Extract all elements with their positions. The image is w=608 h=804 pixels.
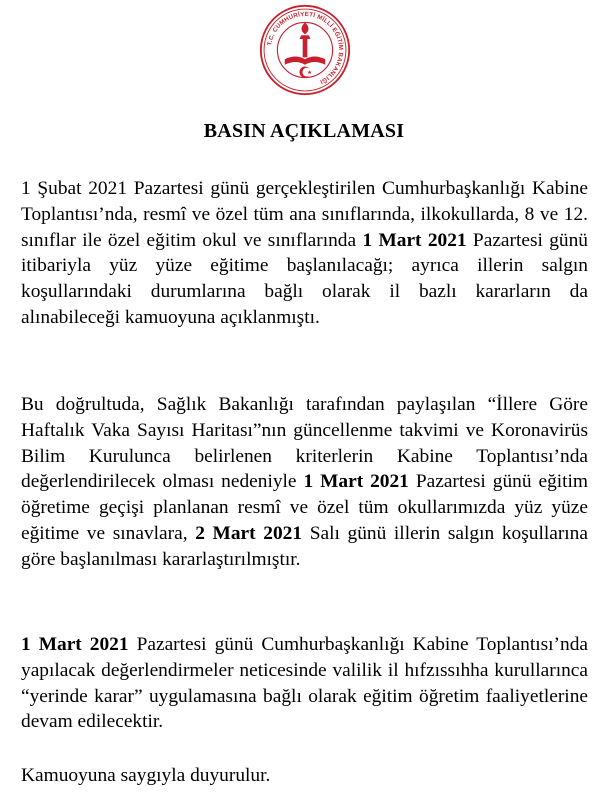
p1-bold-date: 1 Mart 2021 xyxy=(362,229,467,251)
p2-text-2: Pazartesi günü eğitim öğretime geçişi planlanan resmî ve özel tüm okullarımızda yüz yüze eğitime ve sınavlara, xyxy=(21,471,589,544)
page-title: BASIN AÇIKLAMASI xyxy=(203,120,405,142)
logo-ring-text: T.C. CUMHURİYETİ MİLLÎ EĞİTİM BAKANLIĞI xyxy=(267,11,344,85)
p3-text-1: Pazartesi günü Cumhurbaşkanlığı Kabine Toplantısı’nda yapılacak değerlendirmeler neticesinde valilik il hıfzıssıhha kurullarınca “yerinde karar” uygulamasına bağlı olarak eğitim öğretim faaliyetlerine devam edilecektir. xyxy=(21,634,589,733)
paragraph-3 xyxy=(21,632,588,735)
p2-text-1: Bu doğrultuda, Sağlık Bakanlığı tarafından paylaşılan “İllere Göre Haftalık Vaka Sayısı Haritası”nın güncellenme takvimi ve Koronavirüs Bilim Kurulunca belirlenen kriterlerin Kabine Toplantısı’nda değerlendirilecek olması nedeniyle xyxy=(21,394,588,493)
p2-text-3: Salı günü illerin salgın koşullarına göre başlanılması kararlaştırılmıştır. xyxy=(21,522,588,570)
p4-text: Kamuoyuna saygıyla duyurulur. xyxy=(21,765,271,786)
closing-line xyxy=(21,763,588,789)
paragraph-2 xyxy=(21,392,588,573)
p3-bold-date: 1 Mart 2021 xyxy=(21,634,129,655)
p2-bold-date-1: 1 Mart 2021 xyxy=(303,471,409,493)
paragraph-1 xyxy=(21,176,588,331)
p1-text-1: 1 Şubat 2021 Pazartesi günü gerçekleştirilen Cumhurbaşkanlığı Kabine Toplantısı’nda, resmî ve özel tüm ana sınıflarında, ilkokullarda, 8 ve 12. sınıflar ile özel eğitim okul ve sınıflarında xyxy=(21,178,588,251)
p2-bold-date-2: 2 Mart 2021 xyxy=(195,522,303,544)
meb-logo-emblem xyxy=(259,4,351,96)
p1-text-2: Pazartesi günü itibariyla yüz yüze eğitime başlanılacağı; ayrıca illerin salgın koşullarındaki durumlarına bağlı olarak il bazlı kararların da alınabileceği kamuoyuna açıklanmıştı. xyxy=(21,229,589,328)
